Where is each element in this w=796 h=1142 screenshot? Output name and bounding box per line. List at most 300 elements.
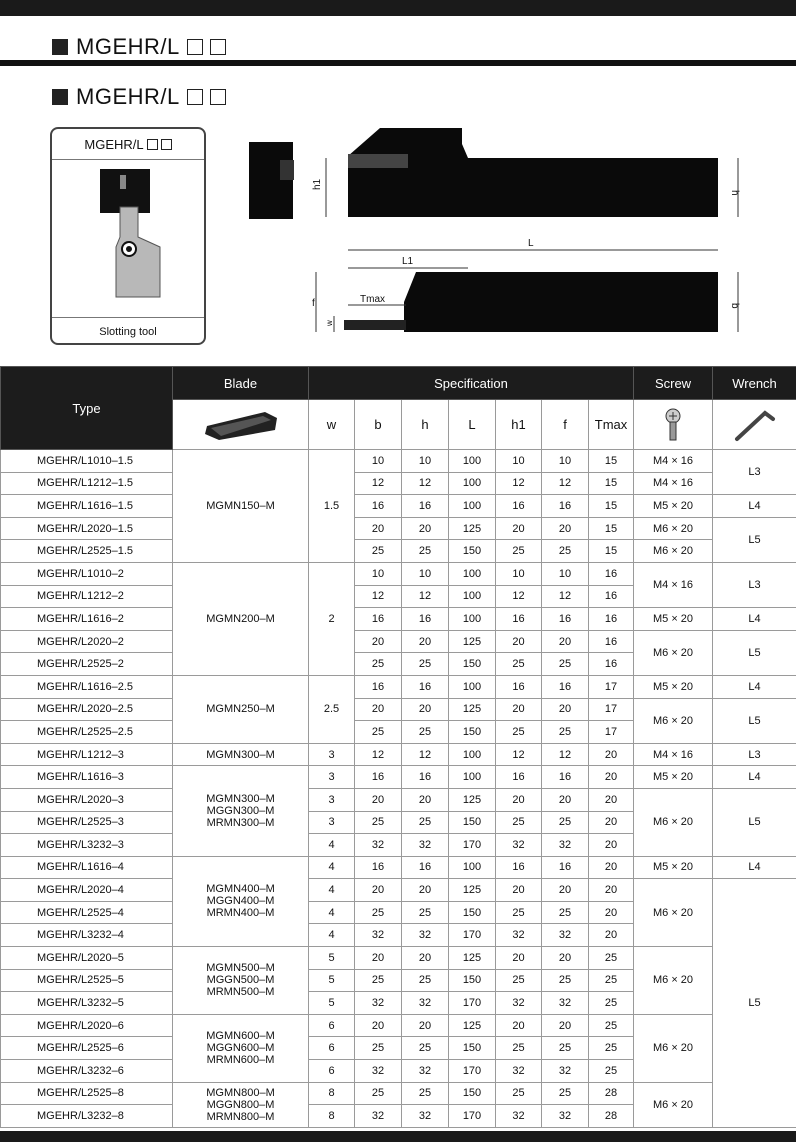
blade-model: MGMN200–M <box>206 612 275 625</box>
tmax-cell: 25 <box>589 1037 634 1060</box>
b-cell: 12 <box>355 585 402 608</box>
h1-cell: 20 <box>496 788 542 811</box>
w-cell: 4 <box>309 901 355 924</box>
h-cell: 25 <box>402 901 449 924</box>
h1-cell: 25 <box>496 721 542 744</box>
blade-cell <box>173 1014 309 1082</box>
tmax-cell: 16 <box>589 608 634 631</box>
placeholder-box-icon <box>187 39 203 55</box>
f-cell: 32 <box>542 834 589 857</box>
tmax-cell: 20 <box>589 811 634 834</box>
card-divider <box>52 317 204 318</box>
b-cell: 25 <box>355 1037 402 1060</box>
tool-illustration <box>52 161 208 321</box>
type-cell: MGEHR/L3232–3 <box>1 834 173 857</box>
w-cell: 4 <box>309 834 355 857</box>
l-cell: 170 <box>449 992 496 1015</box>
h-cell: 25 <box>402 1082 449 1105</box>
type-cell: MGEHR/L2020–5 <box>1 947 173 970</box>
w-cell: 4 <box>309 856 355 879</box>
table-row <box>1 540 796 563</box>
type-cell: MGEHR/L2525–3 <box>1 811 173 834</box>
type-cell: MGEHR/L2525–2.5 <box>1 721 173 744</box>
h-cell: 20 <box>402 630 449 653</box>
screw-cell: M6 × 20 <box>634 540 713 563</box>
wrench-cell: L4 <box>713 608 796 631</box>
table-row <box>1 788 796 811</box>
w-cell: 5 <box>309 969 355 992</box>
b-cell: 10 <box>355 450 402 473</box>
type-cell: MGEHR/L2020–1.5 <box>1 517 173 540</box>
tmax-cell: 25 <box>589 992 634 1015</box>
type-cell: MGEHR/L2525–6 <box>1 1037 173 1060</box>
l-cell: 100 <box>449 608 496 631</box>
l-cell: 125 <box>449 630 496 653</box>
end-view-slot <box>280 160 294 180</box>
type-cell: MGEHR/L3232–6 <box>1 1060 173 1083</box>
header-screw: Screw <box>634 367 713 400</box>
spec-table <box>0 366 796 1128</box>
h1-cell: 25 <box>496 1082 542 1105</box>
screw-cell: M6 × 20 <box>634 947 713 1015</box>
blade-model: MRMN600–M <box>206 1054 275 1067</box>
f-cell: 25 <box>542 1037 589 1060</box>
f-cell: 20 <box>542 630 589 653</box>
f-cell: 16 <box>542 495 589 518</box>
screw-cell: M5 × 20 <box>634 856 713 879</box>
h1-cell: 12 <box>496 743 542 766</box>
tmax-cell: 28 <box>589 1105 634 1128</box>
tmax-cell: 16 <box>589 630 634 653</box>
l-cell: 125 <box>449 947 496 970</box>
f-cell: 12 <box>542 585 589 608</box>
type-cell: MGEHR/L2020–2 <box>1 630 173 653</box>
f-cell: 20 <box>542 698 589 721</box>
b-cell: 16 <box>355 675 402 698</box>
type-cell: MGEHR/L2525–2 <box>1 653 173 676</box>
blade-cell <box>173 743 309 766</box>
h-cell: 25 <box>402 653 449 676</box>
b-cell: 10 <box>355 562 402 585</box>
type-cell: MGEHR/L2525–5 <box>1 969 173 992</box>
h1-cell: 10 <box>496 562 542 585</box>
tmax-cell: 15 <box>589 495 634 518</box>
screw-icon-cell <box>634 400 713 450</box>
blade-model: MGMN300–M <box>206 793 275 805</box>
blade-cell <box>173 947 309 1015</box>
h-cell: 25 <box>402 969 449 992</box>
wrench-cell: L3 <box>713 562 796 607</box>
h1-cell: 20 <box>496 630 542 653</box>
f-cell: 32 <box>542 992 589 1015</box>
h1-cell: 20 <box>496 517 542 540</box>
h1-cell: 12 <box>496 585 542 608</box>
h-cell: 16 <box>402 608 449 631</box>
h-cell: 20 <box>402 947 449 970</box>
blade-model: MGGN400–M <box>206 895 275 908</box>
table-row <box>1 947 796 970</box>
b-cell: 32 <box>355 1060 402 1083</box>
table-row <box>1 675 796 698</box>
title-top-text: MGEHR/L <box>76 34 180 59</box>
screw-cell: M4 × 16 <box>634 472 713 495</box>
f-cell: 20 <box>542 1014 589 1037</box>
tmax-cell: 25 <box>589 947 634 970</box>
h-cell: 20 <box>402 1014 449 1037</box>
tmax-cell: 25 <box>589 1060 634 1083</box>
h-cell: 16 <box>402 675 449 698</box>
title-main-text: MGEHR/L <box>76 84 180 109</box>
tmax-cell: 25 <box>589 1014 634 1037</box>
header-wrench: Wrench <box>713 367 796 400</box>
l-cell: 125 <box>449 517 496 540</box>
f-cell: 20 <box>542 879 589 902</box>
blade-icon-cell <box>173 400 309 450</box>
h1-cell: 16 <box>496 766 542 789</box>
b-cell: 12 <box>355 743 402 766</box>
table-row <box>1 856 796 879</box>
card-title-text: MGEHR/L <box>84 137 144 152</box>
w-cell: 8 <box>309 1082 355 1105</box>
tmax-label: Tmax <box>360 294 385 305</box>
table-row <box>1 495 796 518</box>
w-cell: 6 <box>309 1060 355 1083</box>
l-cell: 170 <box>449 1105 496 1128</box>
blade-model: MGGN600–M <box>206 1042 275 1055</box>
h1-cell: 25 <box>496 653 542 676</box>
b-cell: 25 <box>355 811 402 834</box>
type-cell: MGEHR/L2020–2.5 <box>1 698 173 721</box>
b-cell: 20 <box>355 879 402 902</box>
h-cell: 32 <box>402 924 449 947</box>
type-cell: MGEHR/L3232–8 <box>1 1105 173 1128</box>
blade-model: MGMN600–M <box>206 1030 275 1043</box>
wrench-cell: L5 <box>713 879 796 1128</box>
header-col-w: w <box>309 400 355 450</box>
type-cell: MGEHR/L2525–1.5 <box>1 540 173 563</box>
f-cell: 10 <box>542 450 589 473</box>
blade-cell <box>173 675 309 743</box>
screw-cell: M4 × 16 <box>634 450 713 473</box>
header-blade: Blade <box>173 367 309 400</box>
l-cell: 100 <box>449 675 496 698</box>
table-row <box>1 608 796 631</box>
h-cell: 25 <box>402 721 449 744</box>
end-view-shape <box>249 142 293 219</box>
h1-cell: 32 <box>496 1060 542 1083</box>
card-divider <box>52 159 204 160</box>
tmax-cell: 17 <box>589 675 634 698</box>
table-row <box>1 766 796 789</box>
w-cell: 2.5 <box>309 675 355 743</box>
f-cell: 20 <box>542 947 589 970</box>
b-cell: 32 <box>355 992 402 1015</box>
placeholder-box-icon <box>210 89 226 105</box>
b-cell: 20 <box>355 788 402 811</box>
screw-cell: M5 × 20 <box>634 608 713 631</box>
l-cell: 100 <box>449 472 496 495</box>
header-col-h1: h1 <box>496 400 542 450</box>
blade-cell <box>173 562 309 675</box>
top-view-blade <box>344 320 406 330</box>
l-cell: 150 <box>449 721 496 744</box>
page-title-top <box>52 34 226 60</box>
table-row <box>1 1082 796 1105</box>
f-cell: 32 <box>542 1060 589 1083</box>
h1-cell: 32 <box>496 1105 542 1128</box>
l-cell: 100 <box>449 766 496 789</box>
side-view-blade <box>348 154 408 168</box>
type-cell: MGEHR/L3232–4 <box>1 924 173 947</box>
top-bar <box>0 0 796 16</box>
h-cell: 32 <box>402 1105 449 1128</box>
tmax-cell: 17 <box>589 698 634 721</box>
h-cell: 25 <box>402 811 449 834</box>
blade-model: MGGN300–M <box>206 805 275 817</box>
b-cell: 16 <box>355 495 402 518</box>
l-cell: 150 <box>449 1082 496 1105</box>
w-cell: 2 <box>309 562 355 675</box>
h1-cell: 25 <box>496 811 542 834</box>
table-row <box>1 698 796 721</box>
l-cell: 100 <box>449 562 496 585</box>
b-cell: 25 <box>355 653 402 676</box>
tmax-cell: 15 <box>589 540 634 563</box>
l-cell: 100 <box>449 743 496 766</box>
table-row <box>1 472 796 495</box>
l-cell: 100 <box>449 585 496 608</box>
l-cell: 170 <box>449 834 496 857</box>
screw-cell: M6 × 20 <box>634 698 713 743</box>
type-cell: MGEHR/L1616–4 <box>1 856 173 879</box>
tmax-cell: 17 <box>589 721 634 744</box>
blade-icon <box>201 408 281 442</box>
type-cell: MGEHR/L1616–2 <box>1 608 173 631</box>
f-cell: 32 <box>542 1105 589 1128</box>
l-cell: 170 <box>449 924 496 947</box>
table-row <box>1 562 796 585</box>
w-cell: 1.5 <box>309 450 355 563</box>
placeholder-box-icon <box>187 89 203 105</box>
wrench-icon-cell <box>713 400 796 450</box>
h-cell: 20 <box>402 517 449 540</box>
wrench-cell: L4 <box>713 766 796 789</box>
tmax-cell: 20 <box>589 879 634 902</box>
screw-cell: M6 × 20 <box>634 1082 713 1127</box>
wrench-cell: L4 <box>713 495 796 518</box>
h1-label: h1 <box>312 178 323 190</box>
card-title <box>52 137 204 152</box>
w-cell: 3 <box>309 788 355 811</box>
l-cell: 150 <box>449 653 496 676</box>
bullet-square-icon <box>52 39 68 55</box>
blade-model: MGMN250–M <box>206 703 275 716</box>
b-cell: 16 <box>355 766 402 789</box>
b-cell: 12 <box>355 472 402 495</box>
blade-model: MGMN800–M <box>206 1086 275 1099</box>
blade-model: MGGN500–M <box>206 974 275 987</box>
screw-icon <box>662 408 684 442</box>
blade-model: MRMN500–M <box>206 986 275 999</box>
blade-model: MGMN400–M <box>206 883 275 896</box>
screw-cell: M5 × 20 <box>634 495 713 518</box>
header-col-h: h <box>402 400 449 450</box>
screw-cell: M4 × 16 <box>634 743 713 766</box>
tmax-cell: 25 <box>589 969 634 992</box>
b-cell: 20 <box>355 517 402 540</box>
f-cell: 20 <box>542 517 589 540</box>
h-cell: 32 <box>402 992 449 1015</box>
page-title <box>52 84 226 110</box>
b-cell: 32 <box>355 924 402 947</box>
w-cell: 4 <box>309 879 355 902</box>
h1-cell: 32 <box>496 992 542 1015</box>
l-cell: 125 <box>449 698 496 721</box>
tmax-cell: 20 <box>589 924 634 947</box>
h1-cell: 16 <box>496 495 542 518</box>
screw-cell: M4 × 16 <box>634 562 713 607</box>
tmax-cell: 20 <box>589 856 634 879</box>
table-row <box>1 630 796 653</box>
b-cell: 20 <box>355 698 402 721</box>
f-cell: 25 <box>542 969 589 992</box>
tmax-cell: 15 <box>589 472 634 495</box>
type-cell: MGEHR/L2020–3 <box>1 788 173 811</box>
f-cell: 25 <box>542 653 589 676</box>
h1-cell: 20 <box>496 698 542 721</box>
h-cell: 10 <box>402 562 449 585</box>
blade-model: MGGN800–M <box>206 1098 275 1111</box>
table-row <box>1 517 796 540</box>
card-caption: Slotting tool <box>99 326 157 338</box>
l-cell: 150 <box>449 969 496 992</box>
b-cell: 25 <box>355 1082 402 1105</box>
screw-cell: M5 × 20 <box>634 766 713 789</box>
h-cell: 16 <box>402 766 449 789</box>
b-cell: 20 <box>355 947 402 970</box>
l-cell: 125 <box>449 788 496 811</box>
tmax-cell: 20 <box>589 788 634 811</box>
h-cell: 25 <box>402 1037 449 1060</box>
f-cell: 32 <box>542 924 589 947</box>
h1-cell: 25 <box>496 540 542 563</box>
h-cell: 20 <box>402 879 449 902</box>
blade-cell <box>173 766 309 856</box>
tmax-cell: 15 <box>589 450 634 473</box>
table-row <box>1 743 796 766</box>
f-cell: 25 <box>542 540 589 563</box>
w-label: w <box>325 320 334 326</box>
f-cell: 10 <box>542 562 589 585</box>
f-cell: 25 <box>542 721 589 744</box>
w-cell: 3 <box>309 766 355 789</box>
w-cell: 6 <box>309 1014 355 1037</box>
header-specification: Specification <box>309 367 634 400</box>
l-cell: 100 <box>449 450 496 473</box>
type-cell: MGEHR/L1010–1.5 <box>1 450 173 473</box>
h1-cell: 16 <box>496 675 542 698</box>
tool-card <box>50 127 206 345</box>
w-cell: 8 <box>309 1105 355 1128</box>
l-cell: 170 <box>449 1060 496 1083</box>
h1-cell: 32 <box>496 834 542 857</box>
l-cell: 150 <box>449 540 496 563</box>
h-cell: 32 <box>402 1060 449 1083</box>
type-cell: MGEHR/L2020–6 <box>1 1014 173 1037</box>
wrench-cell: L5 <box>713 698 796 743</box>
wrench-icon <box>733 407 777 443</box>
screw-cell: M6 × 20 <box>634 517 713 540</box>
dimension-diagram <box>240 120 750 360</box>
blade-model: MRMN300–M <box>206 817 275 829</box>
screw-cell: M6 × 20 <box>634 1014 713 1082</box>
blade-model: MGMN300–M <box>206 748 275 761</box>
b-label: b <box>729 303 740 309</box>
placeholder-box-icon <box>147 139 158 150</box>
type-cell: MGEHR/L1616–1.5 <box>1 495 173 518</box>
header-type: Type <box>1 367 173 450</box>
wrench-cell: L4 <box>713 675 796 698</box>
tmax-cell: 16 <box>589 585 634 608</box>
placeholder-box-icon <box>210 39 226 55</box>
type-cell: MGEHR/L1010–2 <box>1 562 173 585</box>
h1-cell: 25 <box>496 969 542 992</box>
l-cell: 150 <box>449 1037 496 1060</box>
f-cell: 16 <box>542 675 589 698</box>
f-cell: 16 <box>542 608 589 631</box>
w-cell: 5 <box>309 947 355 970</box>
screw-cell: M6 × 20 <box>634 630 713 675</box>
h1-cell: 25 <box>496 1037 542 1060</box>
screw-cell: M5 × 20 <box>634 675 713 698</box>
blade-model: MRMN800–M <box>206 1110 275 1123</box>
h1-cell: 25 <box>496 901 542 924</box>
tmax-cell: 20 <box>589 743 634 766</box>
screw-cell: M6 × 20 <box>634 879 713 947</box>
bullet-square-icon <box>52 89 68 105</box>
screw-cell: M6 × 20 <box>634 788 713 856</box>
f-cell: 12 <box>542 743 589 766</box>
h-cell: 12 <box>402 743 449 766</box>
blade-cell <box>173 1082 309 1127</box>
l-cell: 150 <box>449 901 496 924</box>
type-cell: MGEHR/L1616–3 <box>1 766 173 789</box>
top-view-shape <box>404 272 718 332</box>
L1-label: L1 <box>402 256 414 267</box>
type-cell: MGEHR/L2020–4 <box>1 879 173 902</box>
h-cell: 20 <box>402 698 449 721</box>
h-cell: 12 <box>402 472 449 495</box>
header-col-tmax: Tmax <box>589 400 634 450</box>
w-cell: 3 <box>309 743 355 766</box>
h1-cell: 20 <box>496 879 542 902</box>
b-cell: 25 <box>355 721 402 744</box>
h1-cell: 16 <box>496 608 542 631</box>
bottom-bar <box>0 1131 796 1142</box>
table-row <box>1 1014 796 1037</box>
tmax-cell: 20 <box>589 766 634 789</box>
l-cell: 150 <box>449 811 496 834</box>
blade-model: MGMN500–M <box>206 962 275 975</box>
header-col-l: L <box>449 400 496 450</box>
blade-cell <box>173 450 309 563</box>
tmax-cell: 20 <box>589 834 634 857</box>
h1-cell: 10 <box>496 450 542 473</box>
h-cell: 32 <box>402 834 449 857</box>
wrench-cell: L3 <box>713 743 796 766</box>
l-cell: 100 <box>449 856 496 879</box>
h1-cell: 16 <box>496 856 542 879</box>
